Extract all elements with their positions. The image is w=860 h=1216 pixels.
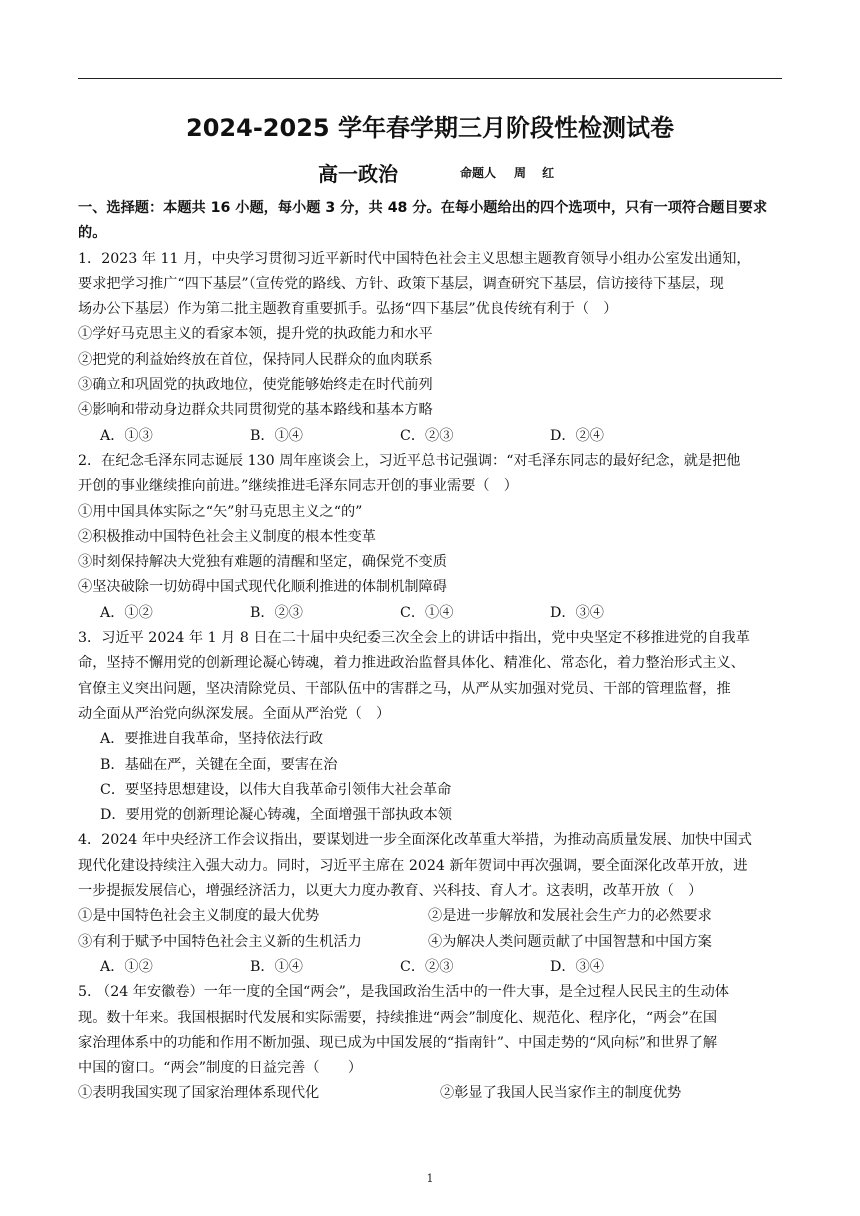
answer-choices <box>78 424 784 449</box>
statement-option: ①是中国特色社会主义制度的最大优势 <box>78 908 320 925</box>
question-stem-line: 场办公下基层）作为第二批主题教育重要抓手。弘扬“四下基层”优良传统有利于（ ） <box>78 301 618 318</box>
choice-b[interactable]: B．②③ <box>250 604 303 621</box>
question-stem-line: 要求把学习推广“四下基层”（宣传党的路线、方针、政策下基层，调查研究下基层，信访接待下基层，现 <box>78 275 724 292</box>
choice-c[interactable]: C．①④ <box>400 604 454 621</box>
choice-c[interactable]: C．②③ <box>400 958 454 975</box>
choice-a[interactable]: A．①② <box>100 604 153 621</box>
statement-option: ④为解决人类问题贡献了中国智慧和中国方案 <box>428 933 712 950</box>
question-stem-line: 动全面从严治党向纵深发展。全面从严治党（ ） <box>78 705 391 722</box>
statement-option: ③时刻保持解决大党独有难题的清醒和坚定，确保党不变质 <box>78 554 447 571</box>
question-stem-line: 3．习近平 2024 年 1 月 8 日在二十届中央纪委三次全会上的讲话中指出，党中央坚定不移推进党的自我革 <box>78 630 750 647</box>
subject-row <box>0 158 860 186</box>
statement-option: ④坚决破除一切妨碍中国式现代化顺利推进的体制机制障碍 <box>78 579 447 596</box>
question-stem-line: 2．在纪念毛泽东同志诞辰 130 周年座谈会上，习近平总书记强调：“对毛泽东同志的最好纪念，就是把他 <box>78 452 741 469</box>
page-number: 1 <box>426 1172 434 1185</box>
question-2 <box>78 449 784 626</box>
choice-c[interactable]: C．要坚持思想建设，以伟大自我革命引领伟大社会革命 <box>100 781 452 798</box>
choice-b[interactable]: B．①④ <box>250 427 303 444</box>
question-stem-line: 1．2023 年 11 月，中央学习贯彻习近平新时代中国特色社会主义思想主题教育领导小组办公室发出通知， <box>78 250 751 267</box>
statement-row <box>78 904 784 929</box>
statement-row <box>78 930 784 955</box>
exam-title: 2024-2025 学年春学期三月阶段性检测试卷 <box>186 114 674 142</box>
statement-option: ①用中国具体实际之“矢”射马克思主义之“的” <box>78 503 363 520</box>
choice-b[interactable]: B．①④ <box>250 958 303 975</box>
choice-a[interactable]: A．要推进自我革命，坚持依法行政 <box>100 731 324 748</box>
exam-content <box>78 196 784 1107</box>
choice-b[interactable]: B．基础在严，关键在全面，要害在治 <box>100 756 338 773</box>
question-stem-line: 现。数十年来。我国根据时代发展和实际需要，持续推进“两会”制度化、规范化、程序化，“两会”在国 <box>78 1009 718 1026</box>
question-stem-line: 中国的窗口。“两会”制度的日益完善（ ） <box>78 1060 363 1077</box>
statement-option: ②是进一步解放和发展社会生产力的必然要求 <box>428 908 712 925</box>
question-stem-line: 开创的事业继续推向前进。”继续推进毛泽东同志开创的事业需要（ ） <box>78 478 518 495</box>
question-5 <box>78 980 784 1106</box>
header-rule <box>78 78 782 79</box>
choice-d[interactable]: D．要用党的创新理论凝心铸魂，全面增强干部执政本领 <box>100 807 452 824</box>
answer-choices <box>78 601 784 626</box>
question-stem-line: 4．2024 年中央经济工作会议指出，要谋划进一步全面深化改革重大举措，为推动高质量发展、加快中国式 <box>78 832 752 849</box>
question-stem-line: 官僚主义突出问题，坚决清除党员、干部队伍中的害群之马，从严从实加强对党员、干部的管理监督，推 <box>78 680 731 697</box>
choice-d[interactable]: D．②④ <box>550 427 604 444</box>
choice-a[interactable]: A．①② <box>100 958 153 975</box>
question-stem-line: 命，坚持不懈用党的创新理论凝心铸魂，着力推进政治监督具体化、精准化、常态化，着力整治形式主义、 <box>78 655 745 672</box>
statement-option: ③确立和巩固党的执政地位，使党能够始终走在时代前列 <box>78 377 433 394</box>
question-3 <box>78 626 784 828</box>
statement-option: ④影响和带动身边群众共同贯彻党的基本路线和基本方略 <box>78 402 433 419</box>
choice-c[interactable]: C．②③ <box>400 427 454 444</box>
question-stem-line: 5. （24 年安徽卷）一年一度的全国“两会”，是我国政治生活中的一件大事，是全过程人民民主的生动体 <box>78 984 729 1001</box>
statement-option: ②积极推动中国特色社会主义制度的根本性变革 <box>78 528 376 545</box>
statement-option: ③有利于赋予中国特色社会主义新的生机活力 <box>78 933 362 950</box>
answer-choices <box>78 955 784 980</box>
section-heading: 一、选择题：本题共 16 小题，每小题 3 分，共 48 分。在每小题给出的四个选项中，只有一项符合题目要求的。 <box>78 200 768 242</box>
statement-option: ①表明我国实现了国家治理体系现代化 <box>78 1085 320 1102</box>
question-stem-line: 现代化建设持续注入强大动力。同时，习近平主席在 2024 新年贺词中再次强调，要全面深化改革开放，进 <box>78 857 748 874</box>
author-label: 命题人 <box>460 166 497 180</box>
statement-option: ②把党的利益始终放在首位，保持同人民群众的血肉联系 <box>78 351 433 368</box>
question-1 <box>78 247 784 449</box>
subject-title: 高一政治 <box>318 162 398 186</box>
author-name: 周 红 <box>514 166 561 180</box>
choice-d[interactable]: D．③④ <box>550 958 604 975</box>
question-stem-line: 家治理体系中的功能和作用不断加强、现已成为中国发展的“指南针”、中国走势的“风向标”和世界了解 <box>78 1034 718 1051</box>
statement-option: ②彰显了我国人民当家作主的制度优势 <box>440 1085 682 1102</box>
question-4 <box>78 828 784 980</box>
statement-row <box>78 1081 784 1106</box>
statement-option: ①学好马克思主义的看家本领，提升党的执政能力和水平 <box>78 326 433 343</box>
question-stem-line: 一步提振发展信心，增强经济活力，以更大力度办教育、兴科技、育人才。这表明，改革开放（ ） <box>78 883 703 900</box>
choice-d[interactable]: D．③④ <box>550 604 604 621</box>
choice-a[interactable]: A．①③ <box>100 427 153 444</box>
